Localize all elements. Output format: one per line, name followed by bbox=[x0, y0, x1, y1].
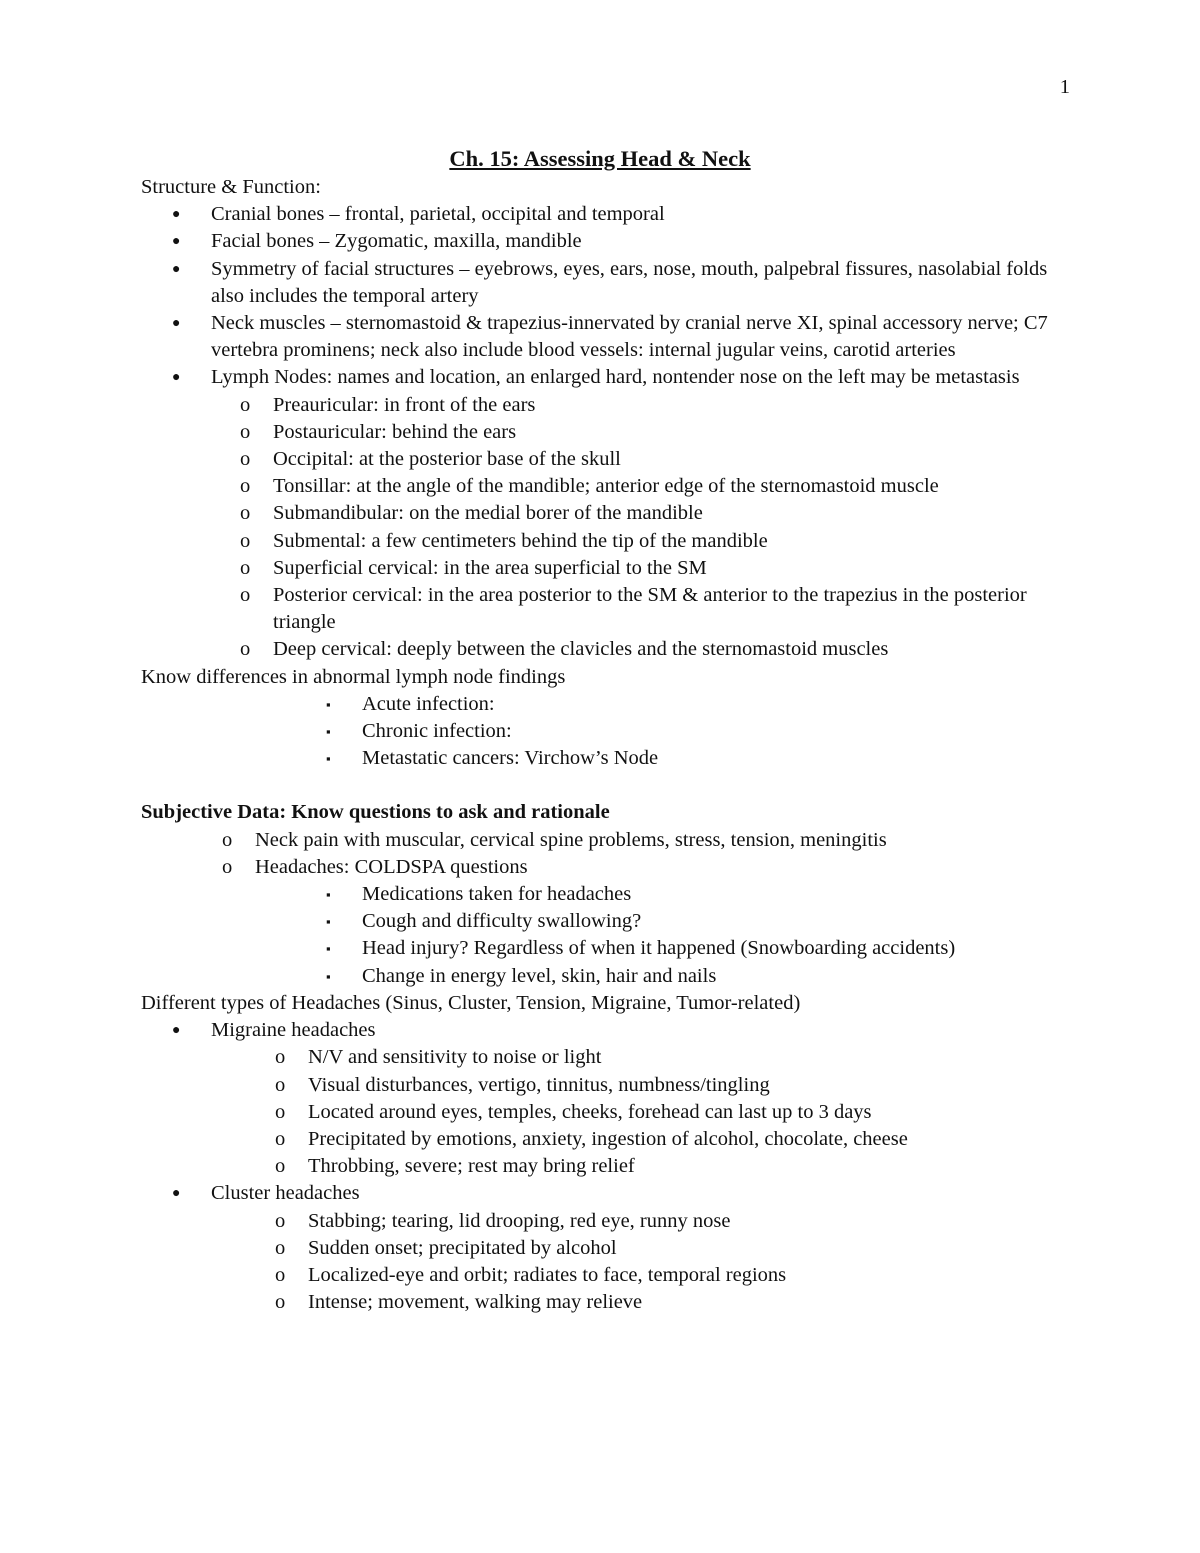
list-item-text: Submental: a few centimeters behind the tip of the mandible bbox=[273, 529, 768, 552]
list-item bbox=[0, 745, 1200, 772]
list-item-text: Acute infection: bbox=[362, 692, 495, 715]
square-bullet-icon: ▪ bbox=[326, 751, 331, 767]
list-item-text: Metastatic cancers: Virchow’s Node bbox=[362, 747, 659, 770]
list-item bbox=[0, 1153, 1200, 1180]
circle-bullet-icon: o bbox=[240, 529, 251, 552]
list-item-text: Cranial bones – frontal, parietal, occipital and temporal bbox=[211, 203, 665, 226]
list-item-text: Throbbing, severe; rest may bring relief bbox=[308, 1155, 635, 1178]
list-item-text: Intense; movement, walking may relieve bbox=[308, 1291, 643, 1314]
list-item bbox=[0, 1180, 1200, 1207]
square-bullet-icon: ▪ bbox=[326, 696, 331, 712]
section-heading-text: Structure & Function: bbox=[141, 176, 321, 198]
bullet-icon: ● bbox=[172, 370, 181, 386]
list-item bbox=[0, 827, 1200, 854]
circle-bullet-icon: o bbox=[240, 393, 251, 416]
list-item bbox=[0, 1072, 1200, 1099]
circle-bullet-icon: o bbox=[275, 1073, 286, 1096]
circle-bullet-icon: o bbox=[240, 502, 251, 525]
list-item bbox=[0, 1262, 1200, 1289]
list-item-text: Sudden onset; precipitated by alcohol bbox=[308, 1236, 617, 1259]
section-heading-headaches bbox=[0, 990, 1200, 1017]
list-item bbox=[0, 718, 1200, 745]
list-item bbox=[0, 1289, 1200, 1316]
list-item bbox=[0, 881, 1200, 908]
section-heading-text: Different types of Headaches (Sinus, Cluster, Tension, Migraine, Tumor-related) bbox=[141, 991, 801, 1014]
circle-bullet-icon: o bbox=[275, 1155, 286, 1178]
section-heading-abnormal bbox=[0, 664, 1200, 691]
list-item bbox=[0, 908, 1200, 935]
bullet-icon: ● bbox=[172, 1186, 181, 1202]
bullet-icon: ● bbox=[172, 207, 181, 223]
lymph-node-item bbox=[0, 555, 1200, 582]
list-item-text: Localized-eye and orbit; radiates to face, temporal regions bbox=[308, 1263, 787, 1286]
list-item-text: Headaches: COLDSPA questions bbox=[255, 855, 528, 878]
circle-bullet-icon: o bbox=[275, 1291, 286, 1314]
bullet-icon: ● bbox=[172, 261, 181, 277]
circle-bullet-icon: o bbox=[275, 1236, 286, 1259]
list-item bbox=[0, 1126, 1200, 1153]
list-item bbox=[0, 228, 1200, 255]
list-item-text: Neck muscles – sternomastoid & trapezius-innervated by cranial nerve XI, spinal accessory nerve; C7 vertebra prominens; neck also include blood vessels: internal jugular veins, carotid arteries bbox=[211, 312, 1048, 362]
square-bullet-icon: ▪ bbox=[326, 724, 331, 740]
section-heading-subjective bbox=[0, 799, 1200, 826]
list-item-text: Facial bones – Zygomatic, maxilla, mandible bbox=[211, 230, 582, 253]
circle-bullet-icon: o bbox=[240, 584, 251, 607]
section-heading-text: Know differences in abnormal lymph node findings bbox=[141, 665, 566, 688]
lymph-node-item bbox=[0, 473, 1200, 500]
list-item bbox=[0, 935, 1200, 962]
circle-bullet-icon: o bbox=[275, 1046, 286, 1069]
list-item-text: Occipital: at the posterior base of the skull bbox=[273, 448, 621, 471]
list-item-text: Change in energy level, skin, hair and nails bbox=[362, 964, 717, 987]
list-item-text: Tonsillar: at the angle of the mandible; anterior edge of the sternomastoid muscle bbox=[273, 475, 939, 498]
list-item-text: Precipitated by emotions, anxiety, ingestion of alcohol, chocolate, cheese bbox=[308, 1127, 908, 1150]
square-bullet-icon: ▪ bbox=[326, 887, 331, 903]
square-bullet-icon: ▪ bbox=[326, 914, 331, 930]
list-item bbox=[0, 1017, 1200, 1044]
list-item bbox=[0, 364, 1200, 391]
list-item-text: Lymph Nodes: names and location, an enlarged hard, nontender nose on the left may be metastasis bbox=[211, 366, 1020, 389]
list-item-text: Cough and difficulty swallowing? bbox=[362, 910, 642, 933]
lymph-node-item bbox=[0, 582, 1200, 636]
list-item-text: Superficial cervical: in the area superficial to the SM bbox=[273, 556, 707, 579]
list-item bbox=[0, 1044, 1200, 1071]
lymph-node-item bbox=[0, 392, 1200, 419]
list-item-text: Head injury? Regardless of when it happened (Snowboarding accidents) bbox=[362, 937, 956, 960]
list-item-text: Symmetry of facial structures – eyebrows, eyes, ears, nose, mouth, palpebral fissures, nasolabial folds also includes the temporal artery bbox=[211, 257, 1048, 307]
list-item bbox=[0, 310, 1200, 364]
page-number: 1 bbox=[1059, 76, 1070, 98]
circle-bullet-icon: o bbox=[240, 448, 251, 471]
list-item-text: Medications taken for headaches bbox=[362, 883, 632, 906]
document-body bbox=[0, 174, 1200, 1316]
lymph-node-item bbox=[0, 446, 1200, 473]
list-item bbox=[0, 854, 1200, 881]
square-bullet-icon: ▪ bbox=[326, 941, 331, 957]
list-item-text: N/V and sensitivity to noise or light bbox=[308, 1046, 602, 1069]
circle-bullet-icon: o bbox=[275, 1100, 286, 1123]
circle-bullet-icon: o bbox=[222, 855, 233, 878]
list-item bbox=[0, 1235, 1200, 1262]
circle-bullet-icon: o bbox=[240, 420, 251, 443]
list-item-text: Submandibular: on the medial borer of the mandible bbox=[273, 502, 703, 525]
list-item-text: Deep cervical: deeply between the clavicles and the sternomastoid muscles bbox=[273, 638, 889, 661]
spacer bbox=[0, 772, 1200, 799]
circle-bullet-icon: o bbox=[222, 828, 233, 851]
circle-bullet-icon: o bbox=[275, 1127, 286, 1150]
lymph-node-item bbox=[0, 419, 1200, 446]
section-heading-structure bbox=[0, 174, 1200, 201]
circle-bullet-icon: o bbox=[275, 1209, 286, 1232]
list-item-text: Preauricular: in front of the ears bbox=[273, 393, 536, 416]
lymph-node-item bbox=[0, 636, 1200, 663]
list-item-text: Cluster headaches bbox=[211, 1182, 360, 1205]
circle-bullet-icon: o bbox=[240, 638, 251, 661]
list-item bbox=[0, 1099, 1200, 1126]
list-item bbox=[0, 691, 1200, 718]
list-item-text: Visual disturbances, vertigo, tinnitus, numbness/tingling bbox=[308, 1073, 770, 1096]
bullet-icon: ● bbox=[172, 1023, 181, 1039]
circle-bullet-icon: o bbox=[275, 1263, 286, 1286]
list-item bbox=[0, 201, 1200, 228]
list-item-text: Neck pain with muscular, cervical spine problems, stress, tension, meningitis bbox=[255, 828, 887, 851]
list-item bbox=[0, 963, 1200, 990]
circle-bullet-icon: o bbox=[240, 475, 251, 498]
bullet-icon: ● bbox=[172, 316, 181, 332]
lymph-node-item bbox=[0, 528, 1200, 555]
lymph-node-item bbox=[0, 500, 1200, 527]
list-item bbox=[0, 256, 1200, 310]
list-item-text: Posterior cervical: in the area posterior to the SM & anterior to the trapezius in the posterior triangle bbox=[273, 584, 1027, 634]
list-item bbox=[0, 1208, 1200, 1235]
list-item-text: Stabbing; tearing, lid drooping, red eye, runny nose bbox=[308, 1209, 731, 1232]
bullet-icon: ● bbox=[172, 234, 181, 250]
circle-bullet-icon: o bbox=[240, 556, 251, 579]
square-bullet-icon: ▪ bbox=[326, 968, 331, 984]
list-item-text: Migraine headaches bbox=[211, 1019, 376, 1042]
page-title: Ch. 15: Assessing Head & Neck bbox=[449, 146, 751, 171]
list-item-text: Located around eyes, temples, cheeks, forehead can last up to 3 days bbox=[308, 1100, 872, 1123]
list-item-text: Chronic infection: bbox=[362, 720, 512, 743]
section-heading-text: Subjective Data: Know questions to ask and rationale bbox=[141, 801, 610, 824]
list-item-text: Postauricular: behind the ears bbox=[273, 420, 517, 443]
